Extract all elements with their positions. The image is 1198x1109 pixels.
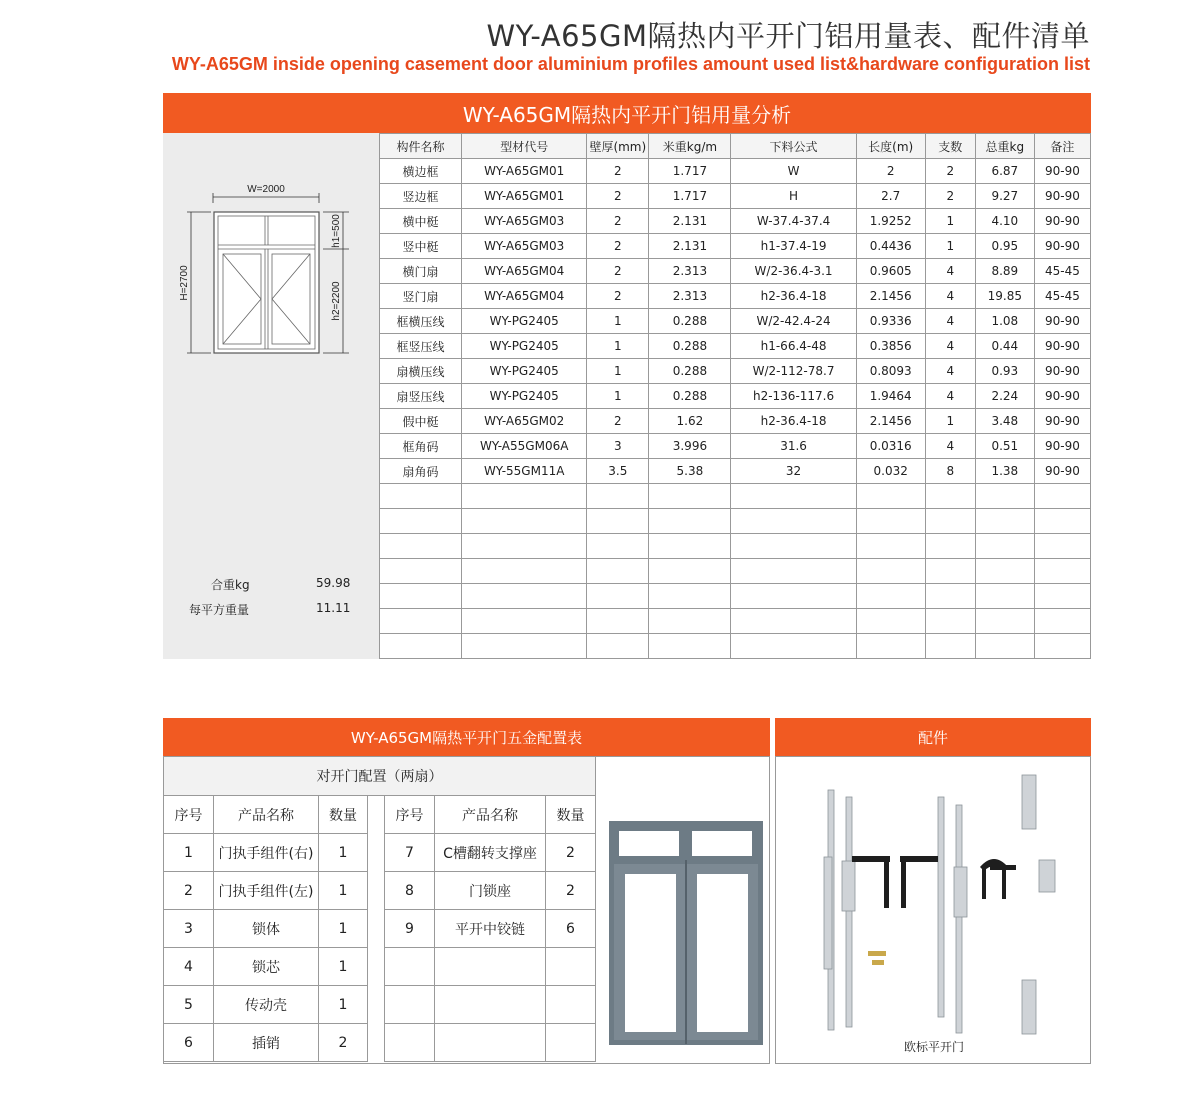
table-cell — [380, 634, 462, 659]
table-row — [380, 384, 1091, 409]
column-header: 数量 — [319, 796, 368, 834]
table-cell — [380, 584, 462, 609]
table-row — [380, 459, 1091, 484]
table-row — [380, 359, 1091, 384]
table-cell: h2-36.4-18 — [731, 284, 856, 309]
spacer-cell — [368, 986, 385, 1024]
table-cell — [856, 534, 925, 559]
table-cell: 4 — [925, 384, 975, 409]
list-item-cell: 门执手组件(右) — [214, 834, 319, 872]
table-cell — [462, 609, 587, 634]
table-cell: 0.4436 — [856, 234, 925, 259]
table-cell: WY-A65GM03 — [462, 234, 587, 259]
table-header-row — [380, 134, 1091, 159]
table-cell: WY-PG2405 — [462, 359, 587, 384]
table-cell: W — [731, 159, 856, 184]
table-cell — [587, 584, 649, 609]
table-cell — [925, 584, 975, 609]
table-cell — [975, 634, 1034, 659]
table-cell: 1.9464 — [856, 384, 925, 409]
table-cell: 0.95 — [975, 234, 1034, 259]
hardware-row — [164, 872, 596, 910]
table-cell — [1034, 584, 1090, 609]
table-cell — [731, 534, 856, 559]
table-row — [380, 184, 1091, 209]
table-cell — [925, 634, 975, 659]
table-cell: 90-90 — [1034, 209, 1090, 234]
table-cell — [380, 609, 462, 634]
table-cell: 5.38 — [649, 459, 731, 484]
table-cell: 90-90 — [1034, 434, 1090, 459]
table-row — [380, 559, 1091, 584]
table-cell: WY-A65GM02 — [462, 409, 587, 434]
table-cell: WY-A55GM06A — [462, 434, 587, 459]
table-cell — [925, 484, 975, 509]
table-cell: 4 — [925, 334, 975, 359]
table-cell — [587, 509, 649, 534]
hardware-config-table — [163, 756, 596, 1062]
table-cell: h2-136-117.6 — [731, 384, 856, 409]
table-row — [380, 159, 1091, 184]
column-header: 支数 — [925, 134, 975, 159]
list-item-cell: 传动壳 — [214, 986, 319, 1024]
table-cell — [649, 484, 731, 509]
table-cell — [462, 534, 587, 559]
table-cell: 2 — [587, 159, 649, 184]
column-header: 总重kg — [975, 134, 1034, 159]
table-cell: 扇横压线 — [380, 359, 462, 384]
table-cell: 框竖压线 — [380, 334, 462, 359]
table-cell: 1 — [587, 309, 649, 334]
table-cell: 2 — [587, 284, 649, 309]
list-item-cell: 门执手组件(左) — [214, 872, 319, 910]
table-cell: 扇竖压线 — [380, 384, 462, 409]
table-row — [380, 284, 1091, 309]
table-cell: 0.9336 — [856, 309, 925, 334]
table-cell: h1-66.4-48 — [731, 334, 856, 359]
table-cell — [462, 584, 587, 609]
total-weight-value: 59.98 — [316, 576, 351, 590]
table-cell: 90-90 — [1034, 384, 1090, 409]
table-cell: 框横压线 — [380, 309, 462, 334]
table-cell: 3 — [587, 434, 649, 459]
table-row — [380, 634, 1091, 659]
table-cell: 0.51 — [975, 434, 1034, 459]
list-item-cell: 门锁座 — [435, 872, 546, 910]
list-item-cell: 锁芯 — [214, 948, 319, 986]
profile-section-title: WY-A65GM隔热内平开门铝用量分析 — [163, 93, 1091, 133]
table-cell — [856, 584, 925, 609]
table-cell: WY-A65GM04 — [462, 259, 587, 284]
column-header: 型材代号 — [462, 134, 587, 159]
table-cell: 90-90 — [1034, 359, 1090, 384]
table-cell — [856, 559, 925, 584]
table-cell — [975, 584, 1034, 609]
table-cell — [856, 484, 925, 509]
table-cell — [731, 584, 856, 609]
width-dimension: W=2000 — [247, 184, 285, 195]
table-cell — [462, 634, 587, 659]
table-cell: 框角码 — [380, 434, 462, 459]
list-item-cell — [546, 986, 596, 1024]
table-cell: 0.44 — [975, 334, 1034, 359]
table-row — [380, 309, 1091, 334]
table-cell — [925, 509, 975, 534]
table-cell — [925, 559, 975, 584]
table-cell — [587, 634, 649, 659]
table-cell: 1.9252 — [856, 209, 925, 234]
hardware-section-title: WY-A65GM隔热平开门五金配置表 — [163, 718, 770, 756]
table-cell: 2.313 — [649, 259, 731, 284]
table-cell — [975, 484, 1034, 509]
table-cell: 9.27 — [975, 184, 1034, 209]
list-item-cell: 1 — [319, 986, 368, 1024]
list-item-cell: 7 — [385, 834, 435, 872]
column-header: 米重kg/m — [649, 134, 731, 159]
table-cell: 3.48 — [975, 409, 1034, 434]
table-cell: 横中梃 — [380, 209, 462, 234]
table-cell: 6.87 — [975, 159, 1034, 184]
door-preview-image — [608, 820, 764, 1046]
list-item-cell: 1 — [319, 910, 368, 948]
table-cell — [856, 609, 925, 634]
table-cell: 2 — [587, 259, 649, 284]
table-cell: 2 — [587, 234, 649, 259]
list-item-cell: 插销 — [214, 1024, 319, 1062]
table-cell: 2.313 — [649, 284, 731, 309]
table-cell: W/2-112-78.7 — [731, 359, 856, 384]
table-cell: 竖中梃 — [380, 234, 462, 259]
table-cell: 1.717 — [649, 159, 731, 184]
table-cell: W-37.4-37.4 — [731, 209, 856, 234]
table-cell: 1 — [925, 409, 975, 434]
table-cell: 扇角码 — [380, 459, 462, 484]
table-row — [380, 584, 1091, 609]
list-item-cell: 4 — [164, 948, 214, 986]
table-cell — [380, 534, 462, 559]
column-header: 壁厚(mm) — [587, 134, 649, 159]
table-cell: 0.93 — [975, 359, 1034, 384]
table-cell: 90-90 — [1034, 309, 1090, 334]
height-dimension: H=2700 — [179, 265, 190, 301]
profile-usage-table — [379, 133, 1091, 659]
h1-dimension: h1=500 — [331, 214, 342, 248]
table-cell — [975, 509, 1034, 534]
list-item-cell: 6 — [164, 1024, 214, 1062]
list-item-cell — [435, 986, 546, 1024]
column-header: 产品名称 — [435, 796, 546, 834]
column-header: 备注 — [1034, 134, 1090, 159]
list-item-cell — [435, 948, 546, 986]
table-row — [380, 234, 1091, 259]
table-cell: 0.288 — [649, 359, 731, 384]
table-cell: 1.38 — [975, 459, 1034, 484]
hardware-row — [164, 1024, 596, 1062]
table-cell: WY-A65GM03 — [462, 209, 587, 234]
table-row — [380, 484, 1091, 509]
table-cell — [925, 534, 975, 559]
table-cell — [975, 534, 1034, 559]
list-item-cell — [546, 1024, 596, 1062]
table-cell — [731, 509, 856, 534]
accessories-panel — [775, 756, 1091, 1064]
table-row — [380, 334, 1091, 359]
table-cell — [649, 584, 731, 609]
list-item-cell — [435, 1024, 546, 1062]
table-cell: WY-PG2405 — [462, 309, 587, 334]
table-cell — [462, 484, 587, 509]
table-cell: 0.288 — [649, 309, 731, 334]
table-cell: 1 — [587, 384, 649, 409]
total-weight-label: 合重kg — [211, 578, 250, 592]
list-item-cell: 1 — [319, 872, 368, 910]
column-header: 数量 — [546, 796, 596, 834]
table-cell: 横门扇 — [380, 259, 462, 284]
list-item-cell: 2 — [546, 872, 596, 910]
spacer-cell — [368, 834, 385, 872]
accessories-caption: 欧标平开门 — [903, 1040, 965, 1054]
table-cell: 90-90 — [1034, 459, 1090, 484]
table-cell — [1034, 559, 1090, 584]
table-cell: 4 — [925, 359, 975, 384]
list-item-cell: 2 — [164, 872, 214, 910]
table-cell — [587, 484, 649, 509]
table-cell: 19.85 — [975, 284, 1034, 309]
table-cell — [380, 559, 462, 584]
table-cell: h1-37.4-19 — [731, 234, 856, 259]
table-cell — [649, 534, 731, 559]
table-cell: 1 — [587, 359, 649, 384]
table-cell: 90-90 — [1034, 184, 1090, 209]
list-item-cell: 6 — [546, 910, 596, 948]
list-item-cell: C槽翻转支撑座 — [435, 834, 546, 872]
table-cell: 32 — [731, 459, 856, 484]
table-cell: 90-90 — [1034, 234, 1090, 259]
column-header: 下料公式 — [731, 134, 856, 159]
table-cell — [380, 484, 462, 509]
spacer-cell — [368, 948, 385, 986]
list-item-cell: 3 — [164, 910, 214, 948]
table-cell: W/2-42.4-24 — [731, 309, 856, 334]
table-cell — [587, 559, 649, 584]
table-cell: 1 — [925, 234, 975, 259]
table-cell: WY-PG2405 — [462, 334, 587, 359]
table-row — [380, 609, 1091, 634]
table-cell: 2.1456 — [856, 409, 925, 434]
table-cell: W/2-36.4-3.1 — [731, 259, 856, 284]
config-title: 对开门配置（两扇） — [164, 757, 596, 796]
table-cell: H — [731, 184, 856, 209]
table-row — [380, 509, 1091, 534]
table-cell — [380, 509, 462, 534]
column-header: 构件名称 — [380, 134, 462, 159]
list-item-cell: 2 — [319, 1024, 368, 1062]
table-cell: 8.89 — [975, 259, 1034, 284]
list-item-cell: 5 — [164, 986, 214, 1024]
table-cell — [649, 509, 731, 534]
table-cell: 2.131 — [649, 209, 731, 234]
table-cell — [856, 509, 925, 534]
table-cell: WY-A65GM01 — [462, 159, 587, 184]
h2-dimension: h2=2200 — [331, 281, 342, 321]
table-cell — [1034, 534, 1090, 559]
list-item-cell: 平开中铰链 — [435, 910, 546, 948]
table-cell: 90-90 — [1034, 159, 1090, 184]
table-cell: WY-A65GM01 — [462, 184, 587, 209]
table-cell: 假中梃 — [380, 409, 462, 434]
table-cell — [1034, 509, 1090, 534]
table-cell — [587, 534, 649, 559]
table-cell: WY-PG2405 — [462, 384, 587, 409]
table-cell — [731, 634, 856, 659]
per-sqm-weight-value: 11.11 — [316, 601, 351, 615]
table-cell: 3.5 — [587, 459, 649, 484]
table-cell: 2 — [587, 409, 649, 434]
table-cell: 竖边框 — [380, 184, 462, 209]
list-item-cell: 1 — [319, 948, 368, 986]
table-cell: 1.62 — [649, 409, 731, 434]
table-cell: 4.10 — [975, 209, 1034, 234]
list-item-cell — [385, 1024, 435, 1062]
table-cell: 90-90 — [1034, 409, 1090, 434]
table-cell: 1.08 — [975, 309, 1034, 334]
table-cell: 4 — [925, 284, 975, 309]
table-cell: 90-90 — [1034, 334, 1090, 359]
spacer-cell — [368, 1024, 385, 1062]
table-cell: 2 — [925, 184, 975, 209]
table-cell: 4 — [925, 259, 975, 284]
table-cell: 0.032 — [856, 459, 925, 484]
table-cell: 1 — [925, 209, 975, 234]
table-cell: 2 — [856, 159, 925, 184]
euro-hardware-image — [776, 757, 1090, 1063]
table-cell — [1034, 609, 1090, 634]
spacer-cell — [368, 872, 385, 910]
table-row — [380, 259, 1091, 284]
list-item-cell — [385, 986, 435, 1024]
list-item-cell — [385, 948, 435, 986]
table-cell: 2.7 — [856, 184, 925, 209]
hardware-row — [164, 834, 596, 872]
table-cell: 8 — [925, 459, 975, 484]
list-item-cell: 锁体 — [214, 910, 319, 948]
list-item-cell: 2 — [546, 834, 596, 872]
table-cell — [649, 634, 731, 659]
table-row — [380, 209, 1091, 234]
table-cell: 0.0316 — [856, 434, 925, 459]
hardware-row — [164, 948, 596, 986]
table-cell: 0.288 — [649, 384, 731, 409]
table-cell: 2 — [925, 159, 975, 184]
column-header: 序号 — [385, 796, 435, 834]
table-cell: 2 — [587, 184, 649, 209]
table-cell — [975, 609, 1034, 634]
spacer-cell — [368, 796, 385, 834]
table-cell: 竖门扇 — [380, 284, 462, 309]
hardware-row — [164, 986, 596, 1024]
table-cell: 0.8093 — [856, 359, 925, 384]
table-cell — [925, 609, 975, 634]
column-header: 产品名称 — [214, 796, 319, 834]
table-cell — [587, 609, 649, 634]
list-item-cell: 8 — [385, 872, 435, 910]
table-cell — [975, 559, 1034, 584]
spacer-cell — [368, 910, 385, 948]
table-cell: 4 — [925, 309, 975, 334]
column-header: 长度(m) — [856, 134, 925, 159]
table-cell: 4 — [925, 434, 975, 459]
accessories-section-title: 配件 — [775, 718, 1091, 756]
table-cell: 0.3856 — [856, 334, 925, 359]
table-cell: 2.131 — [649, 234, 731, 259]
table-cell — [649, 559, 731, 584]
table-cell: WY-A65GM04 — [462, 284, 587, 309]
table-cell — [649, 609, 731, 634]
table-cell: 0.288 — [649, 334, 731, 359]
table-cell: 1 — [587, 334, 649, 359]
table-row — [380, 534, 1091, 559]
table-cell: 0.9605 — [856, 259, 925, 284]
table-cell: h2-36.4-18 — [731, 409, 856, 434]
column-header: 序号 — [164, 796, 214, 834]
table-cell: 1.717 — [649, 184, 731, 209]
table-cell — [731, 559, 856, 584]
table-cell — [731, 609, 856, 634]
table-cell — [1034, 484, 1090, 509]
table-cell: 2.1456 — [856, 284, 925, 309]
table-cell: 2 — [587, 209, 649, 234]
page-title: WY-A65GM隔热内平开门铝用量表、配件清单 — [486, 19, 1090, 53]
table-cell: WY-55GM11A — [462, 459, 587, 484]
hardware-row — [164, 910, 596, 948]
table-cell — [462, 509, 587, 534]
table-cell: 31.6 — [731, 434, 856, 459]
list-item-cell: 1 — [164, 834, 214, 872]
table-row — [380, 434, 1091, 459]
table-cell — [856, 634, 925, 659]
table-cell: 2.24 — [975, 384, 1034, 409]
table-row — [380, 409, 1091, 434]
hardware-header-row — [164, 796, 596, 834]
list-item-cell: 1 — [319, 834, 368, 872]
table-cell: 45-45 — [1034, 284, 1090, 309]
page-subtitle: WY-A65GM inside opening casement door aluminium profiles amount used list&hardware configuration list — [171, 54, 1090, 74]
table-cell: 横边框 — [380, 159, 462, 184]
list-item-cell: 9 — [385, 910, 435, 948]
table-cell — [462, 559, 587, 584]
table-cell — [1034, 634, 1090, 659]
table-cell: 45-45 — [1034, 259, 1090, 284]
table-cell — [731, 484, 856, 509]
list-item-cell — [546, 948, 596, 986]
table-cell: 3.996 — [649, 434, 731, 459]
per-sqm-weight-label: 每平方重量 — [189, 603, 250, 617]
